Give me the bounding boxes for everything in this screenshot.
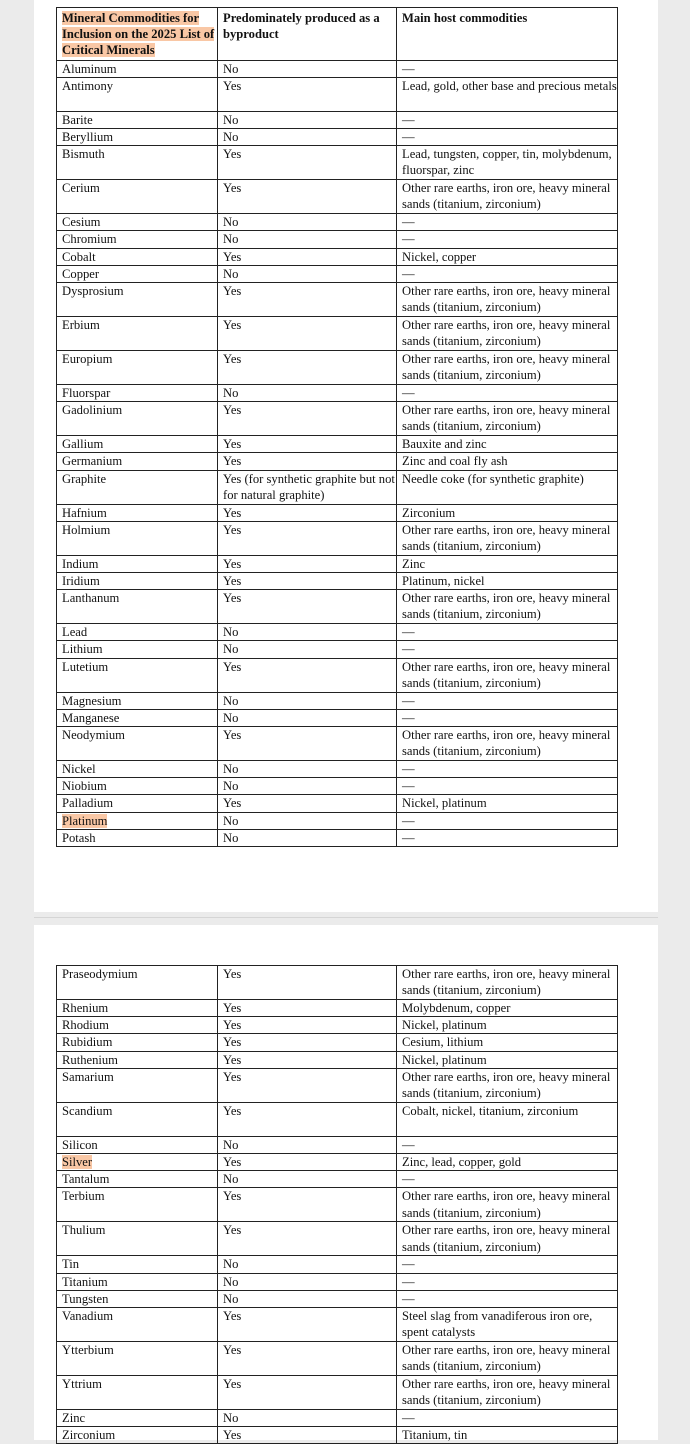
table-row (57, 1034, 618, 1051)
cell-byproduct: Yes (218, 1342, 397, 1376)
table-row (57, 129, 618, 146)
cell-mineral: Cerium (57, 180, 218, 214)
cell-byproduct: No (218, 1256, 397, 1273)
table-row (57, 111, 618, 128)
cell-byproduct: No (218, 129, 397, 146)
table-row (57, 624, 618, 641)
cell-mineral (57, 1154, 218, 1171)
cell-mineral (57, 812, 218, 829)
cell-mineral: Europium (57, 351, 218, 385)
cell-byproduct: Yes (218, 283, 397, 317)
cell-byproduct: Yes (218, 966, 397, 1000)
cell-host: — (397, 111, 618, 128)
cell-host: Nickel, copper (397, 248, 618, 265)
cell-host: Other rare earths, iron ore, heavy mineral sands (titanium, zirconium) (397, 283, 618, 317)
cell-byproduct: No (218, 1273, 397, 1290)
cell-host: — (397, 1290, 618, 1307)
cell-host: Other rare earths, iron ore, heavy mineral sands (titanium, zirconium) (397, 727, 618, 761)
highlighted-mineral-text: Silver (62, 1155, 93, 1170)
cell-mineral: Lanthanum (57, 590, 218, 624)
cell-host: Cesium, lithium (397, 1034, 618, 1051)
table-row (57, 60, 618, 77)
table-row (57, 829, 618, 846)
cell-host: — (397, 214, 618, 231)
table-row (57, 1376, 618, 1410)
header-mineral-text: Mineral Commodities for Inclusion on the 2025 List of Critical Minerals (62, 11, 215, 58)
table-row (57, 590, 618, 624)
header-mineral (57, 8, 218, 61)
table-row (57, 231, 618, 248)
cell-mineral: Antimony (57, 77, 218, 111)
cell-mineral: Tin (57, 1256, 218, 1273)
cell-mineral: Bismuth (57, 146, 218, 180)
table-row (57, 709, 618, 726)
table-row (57, 1342, 618, 1376)
cell-mineral: Zinc (57, 1410, 218, 1427)
table-row (57, 1136, 618, 1153)
cell-mineral: Gallium (57, 436, 218, 453)
cell-mineral: Beryllium (57, 129, 218, 146)
cell-host: Other rare earths, iron ore, heavy mineral sands (titanium, zirconium) (397, 402, 618, 436)
cell-byproduct: Yes (218, 727, 397, 761)
cell-host: Zirconium (397, 504, 618, 521)
cell-host: — (397, 829, 618, 846)
table-row (57, 1273, 618, 1290)
cell-byproduct: Yes (218, 317, 397, 351)
cell-mineral: Fluorspar (57, 385, 218, 402)
cell-mineral: Tantalum (57, 1171, 218, 1188)
table-row (57, 1171, 618, 1188)
cell-host: Zinc (397, 555, 618, 572)
table-row (57, 214, 618, 231)
cell-byproduct: Yes (218, 146, 397, 180)
cell-host: — (397, 692, 618, 709)
cell-mineral: Magnesium (57, 692, 218, 709)
cell-byproduct: No (218, 1171, 397, 1188)
cell-mineral: Palladium (57, 795, 218, 812)
cell-mineral: Samarium (57, 1068, 218, 1102)
cell-host: Other rare earths, iron ore, heavy mineral sands (titanium, zirconium) (397, 521, 618, 555)
cell-mineral: Barite (57, 111, 218, 128)
cell-mineral: Lutetium (57, 658, 218, 692)
cell-host: — (397, 385, 618, 402)
cell-mineral: Tungsten (57, 1290, 218, 1307)
table-row (57, 795, 618, 812)
cell-host: Zinc, lead, copper, gold (397, 1154, 618, 1171)
table-row (57, 1068, 618, 1102)
cell-byproduct: No (218, 265, 397, 282)
critical-minerals-table-part-2 (56, 965, 618, 1444)
cell-byproduct: Yes (218, 1017, 397, 1034)
cell-mineral: Rhenium (57, 1000, 218, 1017)
table-row (57, 1000, 618, 1017)
cell-host: Nickel, platinum (397, 1051, 618, 1068)
cell-mineral: Praseodymium (57, 966, 218, 1000)
cell-host: — (397, 60, 618, 77)
cell-host: — (397, 778, 618, 795)
header-host: Main host commodities (397, 8, 618, 61)
cell-mineral: Gadolinium (57, 402, 218, 436)
table-row (57, 1051, 618, 1068)
cell-byproduct: Yes (218, 1102, 397, 1136)
cell-byproduct: No (218, 60, 397, 77)
cell-host: — (397, 641, 618, 658)
cell-byproduct: No (218, 385, 397, 402)
cell-host: Steel slag from vanadiferous iron ore, spent catalysts (397, 1308, 618, 1342)
cell-host: — (397, 1136, 618, 1153)
cell-host: Platinum, nickel (397, 573, 618, 590)
cell-mineral: Neodymium (57, 727, 218, 761)
cell-byproduct: Yes (218, 77, 397, 111)
cell-byproduct: Yes (218, 1034, 397, 1051)
cell-mineral: Manganese (57, 709, 218, 726)
cell-byproduct: Yes (218, 453, 397, 470)
cell-byproduct: Yes (218, 180, 397, 214)
page-divider (34, 917, 658, 918)
table-row (57, 573, 618, 590)
cell-host: Other rare earths, iron ore, heavy mineral sands (titanium, zirconium) (397, 180, 618, 214)
cell-byproduct: Yes (218, 248, 397, 265)
cell-mineral: Germanium (57, 453, 218, 470)
table-row (57, 470, 618, 504)
cell-host: Titanium, tin (397, 1427, 618, 1444)
cell-mineral: Lead (57, 624, 218, 641)
table-row (57, 402, 618, 436)
cell-byproduct: Yes (218, 1000, 397, 1017)
table-body-part-1 (57, 60, 618, 846)
cell-host: Nickel, platinum (397, 1017, 618, 1034)
table-row (57, 1308, 618, 1342)
cell-host: Other rare earths, iron ore, heavy mineral sands (titanium, zirconium) (397, 1376, 618, 1410)
cell-byproduct: Yes (218, 1308, 397, 1342)
cell-byproduct: Yes (218, 1188, 397, 1222)
cell-byproduct: Yes (218, 1154, 397, 1171)
cell-host: Other rare earths, iron ore, heavy mineral sands (titanium, zirconium) (397, 351, 618, 385)
table-row (57, 692, 618, 709)
cell-host: — (397, 1410, 618, 1427)
cell-byproduct: No (218, 778, 397, 795)
cell-host: Other rare earths, iron ore, heavy mineral sands (titanium, zirconium) (397, 966, 618, 1000)
cell-byproduct: No (218, 641, 397, 658)
cell-mineral: Rubidium (57, 1034, 218, 1051)
cell-byproduct: Yes (218, 351, 397, 385)
cell-byproduct: Yes (218, 504, 397, 521)
cell-mineral: Holmium (57, 521, 218, 555)
cell-byproduct: Yes (218, 436, 397, 453)
cell-host: Other rare earths, iron ore, heavy mineral sands (titanium, zirconium) (397, 317, 618, 351)
cell-mineral: Iridium (57, 573, 218, 590)
table-row (57, 1256, 618, 1273)
cell-byproduct: Yes (218, 1068, 397, 1102)
cell-mineral: Graphite (57, 470, 218, 504)
cell-byproduct: No (218, 624, 397, 641)
cell-byproduct: Yes (218, 521, 397, 555)
cell-host: Nickel, platinum (397, 795, 618, 812)
cell-host: — (397, 709, 618, 726)
table-row (57, 658, 618, 692)
cell-mineral: Ytterbium (57, 1342, 218, 1376)
cell-mineral: Lithium (57, 641, 218, 658)
cell-host: — (397, 1273, 618, 1290)
document-page-1 (34, 0, 658, 912)
cell-host: Cobalt, nickel, titanium, zirconium (397, 1102, 618, 1136)
cell-mineral: Chromium (57, 231, 218, 248)
cell-byproduct: Yes (218, 658, 397, 692)
cell-mineral: Silicon (57, 1136, 218, 1153)
cell-mineral: Cobalt (57, 248, 218, 265)
cell-host: — (397, 265, 618, 282)
table-row (57, 77, 618, 111)
cell-byproduct: Yes (218, 1222, 397, 1256)
cell-byproduct: No (218, 761, 397, 778)
cell-host: — (397, 1256, 618, 1273)
cell-mineral: Indium (57, 555, 218, 572)
table-body-part-2 (57, 966, 618, 1444)
cell-mineral: Vanadium (57, 1308, 218, 1342)
critical-minerals-table-part-1 (56, 7, 618, 847)
cell-host: — (397, 129, 618, 146)
cell-mineral: Nickel (57, 761, 218, 778)
cell-mineral: Scandium (57, 1102, 218, 1136)
table-row (57, 1222, 618, 1256)
table-row (57, 812, 618, 829)
cell-mineral: Dysprosium (57, 283, 218, 317)
table-row (57, 146, 618, 180)
cell-mineral: Rhodium (57, 1017, 218, 1034)
cell-host: Other rare earths, iron ore, heavy mineral sands (titanium, zirconium) (397, 1188, 618, 1222)
cell-mineral: Cesium (57, 214, 218, 231)
cell-byproduct: Yes (218, 555, 397, 572)
cell-mineral: Erbium (57, 317, 218, 351)
cell-byproduct: Yes (218, 590, 397, 624)
cell-host: — (397, 1171, 618, 1188)
cell-byproduct: Yes (218, 573, 397, 590)
cell-host: — (397, 231, 618, 248)
table-row (57, 1102, 618, 1136)
cell-host: Other rare earths, iron ore, heavy mineral sands (titanium, zirconium) (397, 1222, 618, 1256)
cell-mineral: Titanium (57, 1273, 218, 1290)
cell-host: Lead, tungsten, copper, tin, molybdenum, fluorspar, zinc (397, 146, 618, 180)
cell-mineral: Copper (57, 265, 218, 282)
cell-host: — (397, 812, 618, 829)
table-row (57, 1427, 618, 1444)
table-row (57, 1154, 618, 1171)
table-row (57, 283, 618, 317)
cell-host: Bauxite and zinc (397, 436, 618, 453)
cell-mineral: Thulium (57, 1222, 218, 1256)
table-row (57, 1188, 618, 1222)
cell-host: Zinc and coal fly ash (397, 453, 618, 470)
cell-byproduct: No (218, 1290, 397, 1307)
cell-byproduct: Yes (for synthetic graphite but not for natural graphite) (218, 470, 397, 504)
cell-mineral: Aluminum (57, 60, 218, 77)
table-row (57, 265, 618, 282)
table-row (57, 761, 618, 778)
table-row (57, 317, 618, 351)
cell-byproduct: Yes (218, 1376, 397, 1410)
cell-host: Molybdenum, copper (397, 1000, 618, 1017)
cell-mineral: Hafnium (57, 504, 218, 521)
table-row (57, 778, 618, 795)
header-byproduct: Predominately produced as a byproduct (218, 8, 397, 61)
cell-host: Other rare earths, iron ore, heavy mineral sands (titanium, zirconium) (397, 658, 618, 692)
cell-byproduct: No (218, 231, 397, 248)
table-row (57, 436, 618, 453)
highlighted-mineral-text: Platinum (62, 813, 108, 828)
cell-host: Needle coke (for synthetic graphite) (397, 470, 618, 504)
cell-byproduct: No (218, 812, 397, 829)
cell-byproduct: No (218, 214, 397, 231)
table-row (57, 1410, 618, 1427)
table-row (57, 504, 618, 521)
cell-byproduct: No (218, 829, 397, 846)
cell-mineral: Terbium (57, 1188, 218, 1222)
cell-mineral: Niobium (57, 778, 218, 795)
cell-host: Other rare earths, iron ore, heavy mineral sands (titanium, zirconium) (397, 1342, 618, 1376)
cell-mineral: Ruthenium (57, 1051, 218, 1068)
table-row (57, 727, 618, 761)
cell-byproduct: No (218, 1136, 397, 1153)
table-row (57, 966, 618, 1000)
cell-mineral: Potash (57, 829, 218, 846)
table-row (57, 453, 618, 470)
cell-byproduct: No (218, 111, 397, 128)
cell-mineral: Zirconium (57, 1427, 218, 1444)
cell-byproduct: No (218, 709, 397, 726)
cell-byproduct: No (218, 1410, 397, 1427)
document-page-2 (34, 925, 658, 1443)
table-row (57, 1290, 618, 1307)
cell-byproduct: No (218, 692, 397, 709)
cell-host: Other rare earths, iron ore, heavy mineral sands (titanium, zirconium) (397, 1068, 618, 1102)
cell-byproduct: Yes (218, 795, 397, 812)
cell-host: — (397, 624, 618, 641)
table-row (57, 641, 618, 658)
cell-mineral: Yttrium (57, 1376, 218, 1410)
cell-byproduct: Yes (218, 1051, 397, 1068)
cell-byproduct: Yes (218, 402, 397, 436)
table-row (57, 351, 618, 385)
table-row (57, 1017, 618, 1034)
cell-host: — (397, 761, 618, 778)
cell-host: Lead, gold, other base and precious metals (397, 77, 618, 111)
table-row (57, 180, 618, 214)
table-header-row (57, 8, 618, 61)
table-row (57, 385, 618, 402)
cell-host: Other rare earths, iron ore, heavy mineral sands (titanium, zirconium) (397, 590, 618, 624)
cell-byproduct: Yes (218, 1427, 397, 1444)
table-row (57, 248, 618, 265)
table-row (57, 555, 618, 572)
table-row (57, 521, 618, 555)
